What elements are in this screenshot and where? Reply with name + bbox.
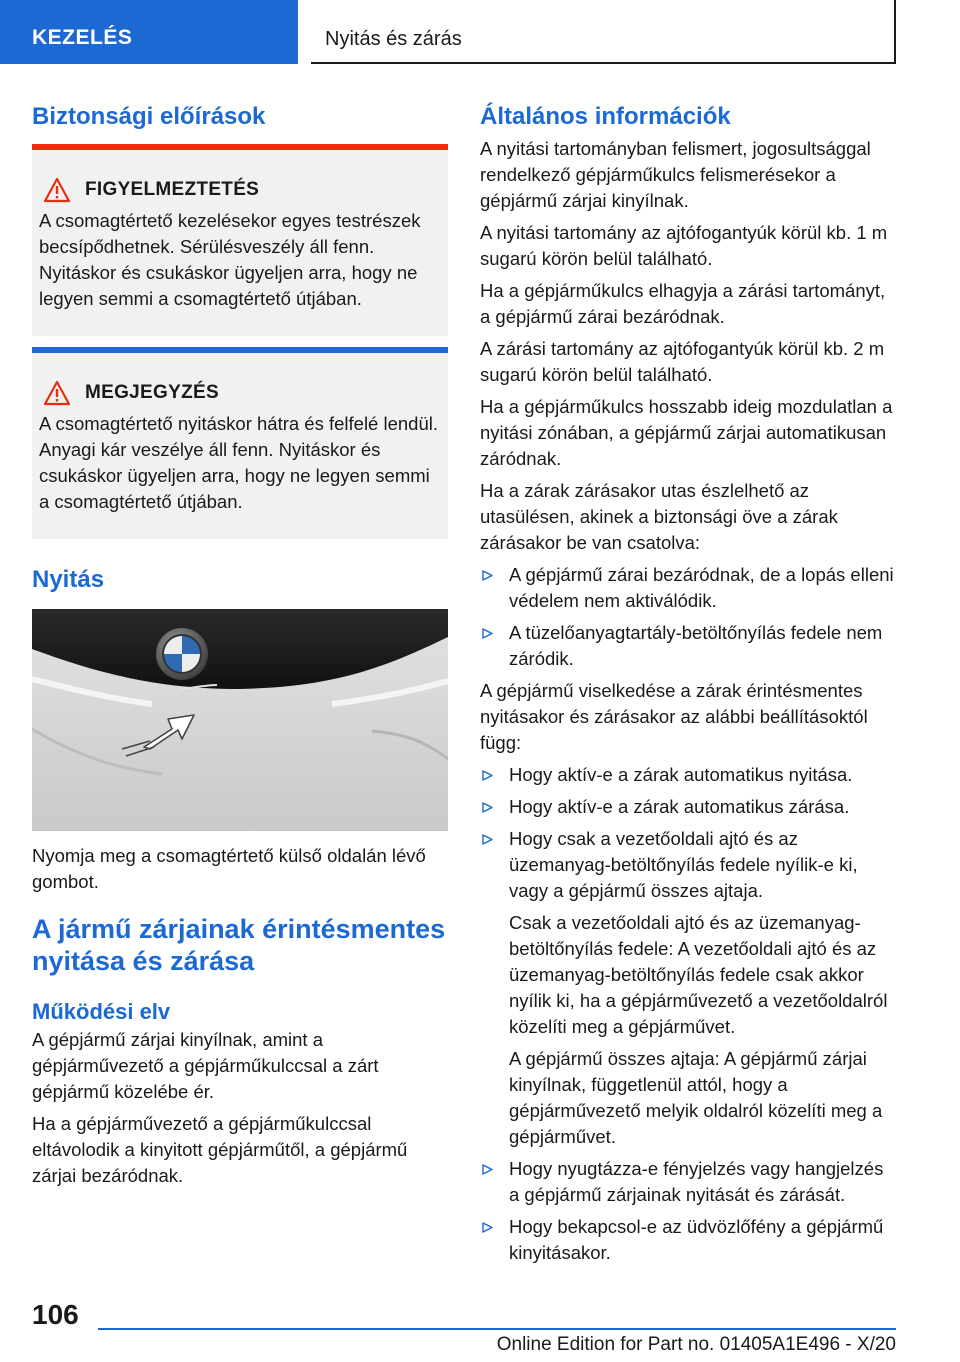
principle-heading: Működési elv bbox=[32, 999, 171, 1024]
list-item-text: Hogy bekapcsol-e az üdvözlőfény a gépjármű kinyitásakor. bbox=[509, 1216, 884, 1263]
principle-paragraph-1: A gépjármű zárjai kinyílnak, amint a gépjárművezető a gépjárműkulccsal a zárt gépjármű közelébe ér. bbox=[32, 1029, 379, 1102]
section-title: KEZELÉS bbox=[32, 26, 133, 49]
list-item bbox=[480, 562, 898, 614]
note-box bbox=[32, 347, 448, 539]
list-item-text: Hogy aktív-e a zárak automatikus zárása. bbox=[509, 796, 850, 817]
warning-title: FIGYELMEZTETÉS bbox=[85, 179, 260, 200]
principle-paragraph-2: Ha a gépjárművezető a gépjárműkulccsal eltávolodik a kinyitott gépjárműtől, a gépjármű zárjai bezáródnak. bbox=[32, 1113, 408, 1186]
warning-triangle-icon bbox=[43, 177, 71, 203]
list-item bbox=[480, 794, 898, 820]
list-item-text: Hogy aktív-e a zárak automatikus nyitása. bbox=[509, 764, 853, 785]
chapter-title: Nyitás és zárás bbox=[325, 28, 462, 50]
note-text: A csomagtértető nyitáskor hátra és felfelé lendül. Anyagi kár veszélye áll fenn. Nyitáskor és csukáskor ügyeljen arra, hogy ne legyen semmi a csomagtértető útjában. bbox=[39, 413, 438, 512]
bullet-triangle-icon bbox=[482, 770, 493, 781]
bullet-triangle-icon bbox=[482, 628, 493, 639]
paragraph-4: A zárási tartomány az ajtófogantyúk körül kb. 2 m sugarú körön belül található. bbox=[480, 338, 885, 385]
paragraph-3: Ha a gépjárműkulcs elhagyja a zárási tartományt, a gépjármű zárai bezáródnak. bbox=[480, 280, 886, 327]
image-caption: Nyomja meg a csomagtértető külső oldalán lévő gombot. bbox=[32, 845, 426, 892]
list-item-text: Hogy csak a vezetőoldali ajtó és az üzemanyag-betöltőnyílás fedele nyílik-e ki, vagy a gépjármű összes ajtaja. bbox=[509, 828, 858, 901]
bullet-triangle-icon bbox=[482, 1222, 493, 1233]
bullet-triangle-icon bbox=[482, 802, 493, 813]
paragraph-6: Ha a zárak zárásakor utas észlelhető az utasülésen, akinek a biztonsági öve a zárak zárásakor be van csatolva: bbox=[480, 480, 838, 553]
right-column bbox=[480, 100, 898, 1272]
list-item bbox=[480, 1214, 898, 1266]
page-number: 106 bbox=[32, 1299, 79, 1330]
paragraph-1: A nyitási tartományban felismert, jogosultsággal rendelkező gépjárműkulcs felismerésekor a gépjármű zárjai kinyílnak. bbox=[480, 138, 871, 211]
footer-divider bbox=[98, 1328, 896, 1330]
paragraph-2: A nyitási tartomány az ajtófogantyúk körül kb. 1 m sugarú körön belül található. bbox=[480, 222, 888, 269]
bullet-triangle-icon bbox=[482, 570, 493, 581]
edition-text: Online Edition for Part no. 01405A1E496 - X/20 bbox=[496, 1334, 896, 1355]
section-tab bbox=[0, 0, 298, 64]
caution-triangle-icon bbox=[43, 380, 71, 406]
chapter-header bbox=[311, 0, 896, 64]
list-item bbox=[480, 1156, 898, 1208]
safety-heading: Biztonsági előírások bbox=[32, 103, 266, 130]
warning-text: A csomagtértető kezelésekor egyes testrészek becsípődhetnek. Sérülésveszély áll fenn. Nyitáskor és csukáskor ügyeljen arra, hogy ne legyen semmi a csomagtértető útjában. bbox=[39, 210, 421, 309]
list-item-subtext: A gépjármű összes ajtaja: A gépjármű zárjai kinyílnak, függetlenül attól, hogy a gépjárművezető melyik oldalról közelíti meg a gépjárművet. bbox=[509, 1048, 883, 1147]
bullet-triangle-icon bbox=[482, 1164, 493, 1175]
note-title: MEGJEGYZÉS bbox=[85, 382, 219, 403]
general-info-heading: Általános információk bbox=[480, 103, 731, 130]
passenger-list bbox=[480, 562, 898, 672]
list-item bbox=[480, 826, 898, 1150]
settings-list bbox=[480, 762, 898, 1266]
list-item-text: A gépjármű zárai bezáródnak, de a lopás elleni védelem nem aktiválódik. bbox=[509, 564, 894, 611]
bullet-triangle-icon bbox=[482, 834, 493, 845]
list-item bbox=[480, 620, 898, 672]
list-item-subtext: Csak a vezetőoldali ajtó és az üzemanyag-betöltőnyílás fedele: A vezetőoldali ajtó és az üzemanyag-betöltőnyílás fedele csak akkor nyílik ki, ha a gépjárművezető a vezetőoldalról közelíti meg a gépjárművet. bbox=[509, 912, 888, 1037]
list-item-text: Hogy nyugtázza-e fényjelzés vagy hangjelzés a gépjármű zárjainak nyitását és zárását. bbox=[509, 1158, 884, 1205]
list-item-text: A tüzelőanyagtartály-betöltőnyílás fedele nem záródik. bbox=[509, 622, 883, 669]
paragraph-5: Ha a gépjárműkulcs hosszabb ideig mozdulatlan a nyitási zónában, a gépjármű zárjai automatikusan záródnak. bbox=[480, 396, 893, 469]
paragraph-7: A gépjármű viselkedése a zárak érintésmentes nyitásakor és zárásakor az alábbi beállításoktól függ: bbox=[480, 680, 868, 753]
left-column bbox=[32, 100, 448, 1189]
warning-box bbox=[32, 144, 448, 336]
opening-heading: Nyitás bbox=[32, 566, 105, 593]
trunk-button-photo bbox=[32, 609, 448, 831]
list-item bbox=[480, 762, 898, 788]
keyless-heading: A jármű zárjainak érintésmentes nyitása és zárása bbox=[32, 914, 446, 976]
